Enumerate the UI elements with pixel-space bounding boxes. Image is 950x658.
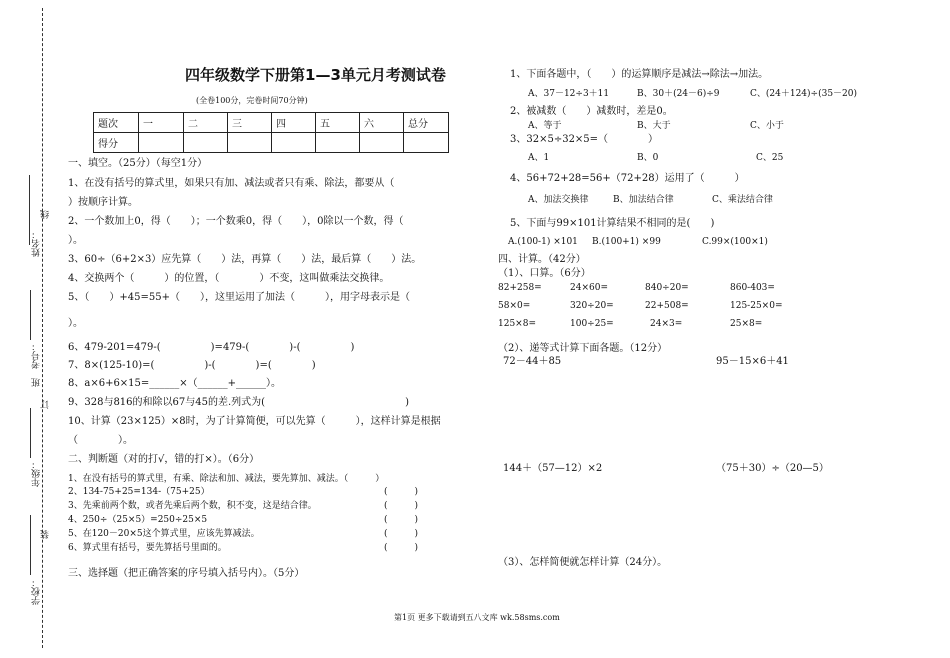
oral-item: 125-25×0=	[730, 301, 783, 311]
score-header-cell: 五	[316, 113, 360, 133]
score-table	[93, 112, 449, 153]
choice-q1-option[interactable]: A、37－12÷3＋11	[528, 89, 610, 99]
score-header-cell: 总分	[404, 113, 449, 133]
oral-item: 860-403=	[730, 283, 775, 293]
sec2-item: 4、250÷（25×5）=250÷25×5	[68, 515, 208, 525]
score-cell[interactable]	[360, 133, 404, 153]
sec2-paren[interactable]: ( )	[384, 487, 419, 497]
oral-item: 25×8=	[730, 319, 763, 329]
sec2-item: 3、先乘前两个数，或者先乘后两个数，积不变，这是结合律。	[68, 501, 317, 511]
oral-item: 840÷20=	[645, 283, 689, 293]
sec2-paren[interactable]: ( )	[384, 529, 419, 539]
grade-label: 年级：	[32, 460, 42, 487]
oral-item: 100÷25=	[570, 319, 614, 329]
score-cell[interactable]	[316, 133, 360, 153]
score-header-cell: 一	[139, 113, 184, 133]
score-cell[interactable]	[139, 133, 184, 153]
choice-q3-option[interactable]: C、25	[756, 153, 784, 163]
choice-q4: 4、56+72+28=56+（72+28）运用了（ ）	[510, 173, 745, 184]
page-footer: 第1页 更多下载请到五八文库 wk.58sms.com	[394, 613, 560, 622]
choice-q5: 5、下面与99×101计算结果不相同的是( )	[510, 218, 715, 229]
score-header-cell: 题次	[94, 113, 139, 133]
sec3-title: 三、选择题（把正确答案的序号填入括号内）。（5分）	[68, 568, 305, 579]
sec1-item: ）。	[68, 235, 83, 246]
ding-char: 订	[41, 400, 51, 409]
score-header-cell: 三	[228, 113, 272, 133]
ban-label: 班	[32, 378, 42, 387]
sec1-item: 1、在没有括号的算式里，如果只有加、减法或者只有乘、除法，都要从（	[68, 178, 395, 189]
score-cell[interactable]	[404, 133, 449, 153]
line-char: 线	[41, 210, 51, 219]
step-item: （75＋30）÷（20—5）	[716, 463, 829, 474]
kaohao-label: 考号：	[32, 342, 42, 369]
score-table-header-row	[94, 113, 449, 133]
step-title: （2）、递等式计算下面各题。（12分）	[498, 343, 668, 354]
sec2-item: 2、134-75+25=134-（75+25）	[68, 487, 210, 497]
score-cell[interactable]	[184, 133, 228, 153]
school-line	[30, 515, 31, 575]
step-item: 72－44＋85	[503, 356, 562, 367]
sec1-item: 3、60÷（6+2×3）应先算（ ）法，再算（ ）法，最后算（ ）法。	[68, 254, 422, 265]
sec2-title: 二、判断题（对的打√，错的打×）。（6分）	[68, 454, 260, 465]
sec1-item: 4、交换两个（ ）的位置，（ ）不变，这叫做乘法交换律。	[68, 273, 390, 284]
school-label: 学校：	[32, 578, 42, 605]
oral-title: （1）、口算。（6分）	[498, 268, 591, 279]
choice-q2-option[interactable]: C、小于	[750, 121, 784, 131]
sec4-title: 四、计算。（42分）	[498, 254, 586, 265]
binding-dashed-line	[42, 8, 43, 648]
simple-title: （3）、怎样简便就怎样计算（24分）。	[498, 557, 668, 568]
oral-item: 58×0=	[498, 301, 531, 311]
oral-item: 24×3=	[650, 319, 683, 329]
choice-q1-option[interactable]: B、30＋(24－6)÷9	[637, 89, 720, 99]
score-header-cell: 六	[360, 113, 404, 133]
choice-q1-option[interactable]: C、(24＋124)÷(35－20)	[750, 89, 858, 99]
choice-q2-option[interactable]: A、等于	[528, 121, 562, 131]
sec1-item: ）按顺序计算。	[68, 197, 138, 208]
zhuang-char: 装	[41, 530, 51, 539]
oral-item: 22+508=	[645, 301, 689, 311]
sec2-item: 6、算式里有括号，要先算括号里面的。	[68, 543, 227, 553]
sec1-item: （ ）。	[68, 435, 133, 446]
page-title: 四年级数学下册第1—3单元月考测试卷	[185, 66, 446, 84]
choice-q5-option[interactable]: B.(100+1) ×99	[592, 237, 661, 247]
sec1-item: ）。	[68, 318, 83, 329]
oral-item: 320÷20=	[570, 301, 614, 311]
sec2-paren[interactable]: ( )	[384, 515, 419, 525]
score-row-label: 得分	[94, 133, 139, 153]
name-label: 姓名：	[32, 230, 42, 257]
step-item: 95－15×6＋41	[716, 356, 789, 367]
choice-q4-option[interactable]: C、乘法结合律	[712, 195, 773, 205]
sec1-item: 5、（ ）+45=55+（ ），这里运用了加法（ ），用字母表示是（	[68, 292, 410, 303]
choice-q3-option[interactable]: A、1	[528, 153, 550, 163]
choice-q3: 3、32×5÷32×5=（ ）	[510, 134, 659, 145]
choice-q2-option[interactable]: B、大于	[637, 121, 671, 131]
kaohao-line	[30, 290, 31, 340]
choice-q3-option[interactable]: B、0	[637, 153, 659, 163]
sec1-item: 2、一个数加上0，得（ ）；一个数乘0，得（ ），0除以一个数，得（	[68, 216, 404, 227]
sec2-paren[interactable]: ( )	[384, 543, 419, 553]
oral-item: 125×8=	[498, 319, 536, 329]
choice-q4-option[interactable]: B、加法结合律	[613, 195, 674, 205]
sec1-item: 6、479-201=479-( )=479-( )-( )	[68, 342, 355, 353]
sec1-title: 一、填空。（25分）（每空1分）	[68, 158, 208, 169]
oral-item: 82+258=	[498, 283, 542, 293]
score-header-cell: 四	[272, 113, 316, 133]
choice-q5-option[interactable]: C.99×(100×1)	[702, 237, 768, 247]
oral-item: 24×60=	[570, 283, 608, 293]
sec2-item: 1、在没有括号的算式里，有乘、除法和加、减法，要先算加、减法。（ ）	[68, 474, 385, 484]
score-header-cell: 二	[184, 113, 228, 133]
choice-q4-option[interactable]: A、加法交换律	[528, 195, 589, 205]
subtitle: (全卷100分，完卷时间70分钟)	[196, 96, 308, 105]
choice-q1: 1、下面各题中，（ ）的运算顺序是减法→除法→加法。	[510, 69, 769, 80]
score-table-score-row	[94, 133, 449, 153]
sec1-item: 8、a×6+6×15=______×（______+______）。	[68, 378, 282, 389]
choice-q2: 2、被减数（ ）减数时，差是0。	[510, 106, 673, 117]
score-cell[interactable]	[228, 133, 272, 153]
sec1-item: 7、8×(125-10)=( )-( )=( )	[68, 360, 316, 371]
step-item: 144＋（57—12）×2	[503, 463, 603, 474]
choice-q5-option[interactable]: A.(100-1) ×101	[508, 237, 578, 247]
score-cell[interactable]	[272, 133, 316, 153]
sec2-item: 5、在120－20×5这个算式里，应该先算减法。	[68, 529, 260, 539]
sec1-item: 9、328与816的和除以67与45的差.列式为( )	[68, 397, 409, 408]
sec2-paren[interactable]: ( )	[384, 501, 419, 511]
sec1-item: 10、计算（23×125）×8时，为了计算简便，可以先算（ ），这样计算是根据	[68, 416, 441, 427]
grade-line	[30, 408, 31, 458]
